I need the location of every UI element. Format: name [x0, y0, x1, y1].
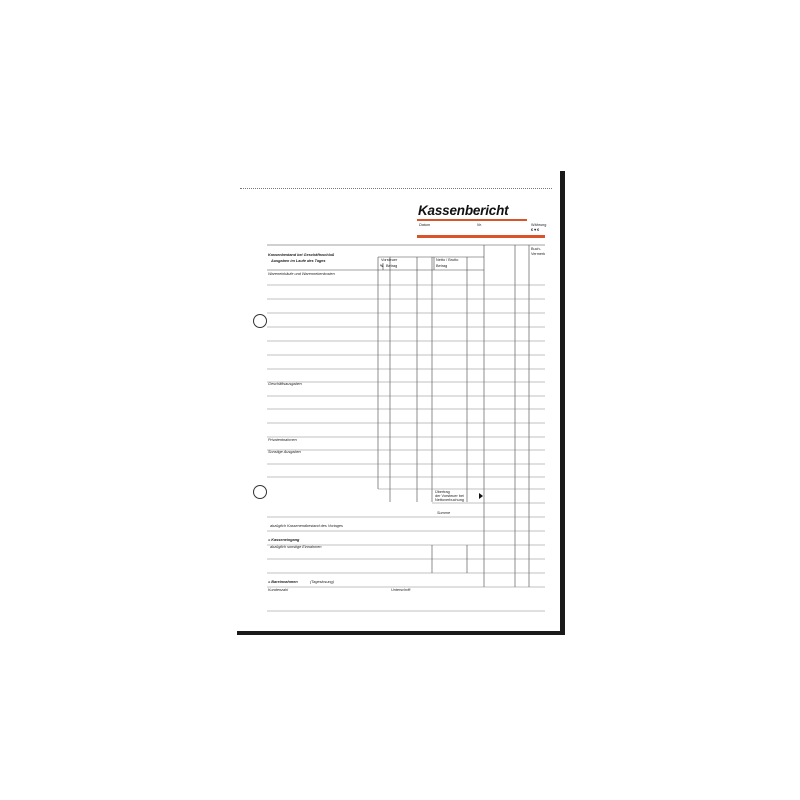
form-grid — [233, 167, 560, 631]
ausgaben-label: Ausgaben im Laufe des Tages — [271, 259, 326, 263]
percent-label: % — [380, 264, 384, 268]
waehrung-value: € ▾ € — [531, 228, 540, 232]
vermerk-label: Vermerk — [531, 252, 546, 256]
uebertrag-line2: der Vorsteuer bei — [435, 494, 464, 498]
geschaeftsausgaben-label: Geschäftsausgaben — [268, 382, 302, 386]
kasseneingang-label: = Kasseneingang — [268, 538, 300, 542]
datum-label: Datum — [419, 223, 431, 227]
kundenzahl-label: Kundenzahl — [268, 588, 289, 592]
bareinnahmen-label: = Bareinnahmen — [268, 580, 298, 584]
abzueglich-label: abzüglich Kassenendbestand des Vortages — [270, 524, 343, 528]
waehrung-label: Währung — [531, 223, 547, 227]
form-sheet — [233, 167, 560, 631]
sonstige-ausgaben-label: Sonstige Ausgaben — [268, 450, 301, 454]
uebertrag-line1: Übertrag — [435, 490, 450, 494]
buch-label: Buch- — [531, 247, 541, 251]
uebertrag-line3: Nettoverbuchung — [435, 498, 464, 502]
netto-brutto-label: Netto / Brutto — [436, 258, 459, 262]
betrag-label-2: Betrag — [436, 264, 448, 268]
tageslosung-label: (Tageslosung) — [310, 580, 334, 584]
kassenbestand-label: Kassenbestand bei Geschäftsschluß — [268, 253, 335, 257]
wareneinkauf-label: Wareneinkäufe und Warennebenkosten — [268, 272, 335, 276]
unterschrift-label: Unterschrift — [391, 588, 411, 592]
nr-label: Nr. — [477, 223, 482, 227]
form-title: Kassenbericht — [418, 203, 509, 218]
betrag-label-1: Betrag — [386, 264, 398, 268]
vorsteuer-label: Vorsteuer — [381, 258, 398, 262]
summe-label: Summe — [437, 511, 451, 515]
arrow-icon — [479, 493, 483, 499]
privatentnahmen-label: Privatentnahmen — [268, 438, 297, 442]
sonstige-einnahmen-label: abzüglich sonstige Einnahmen — [270, 545, 322, 549]
